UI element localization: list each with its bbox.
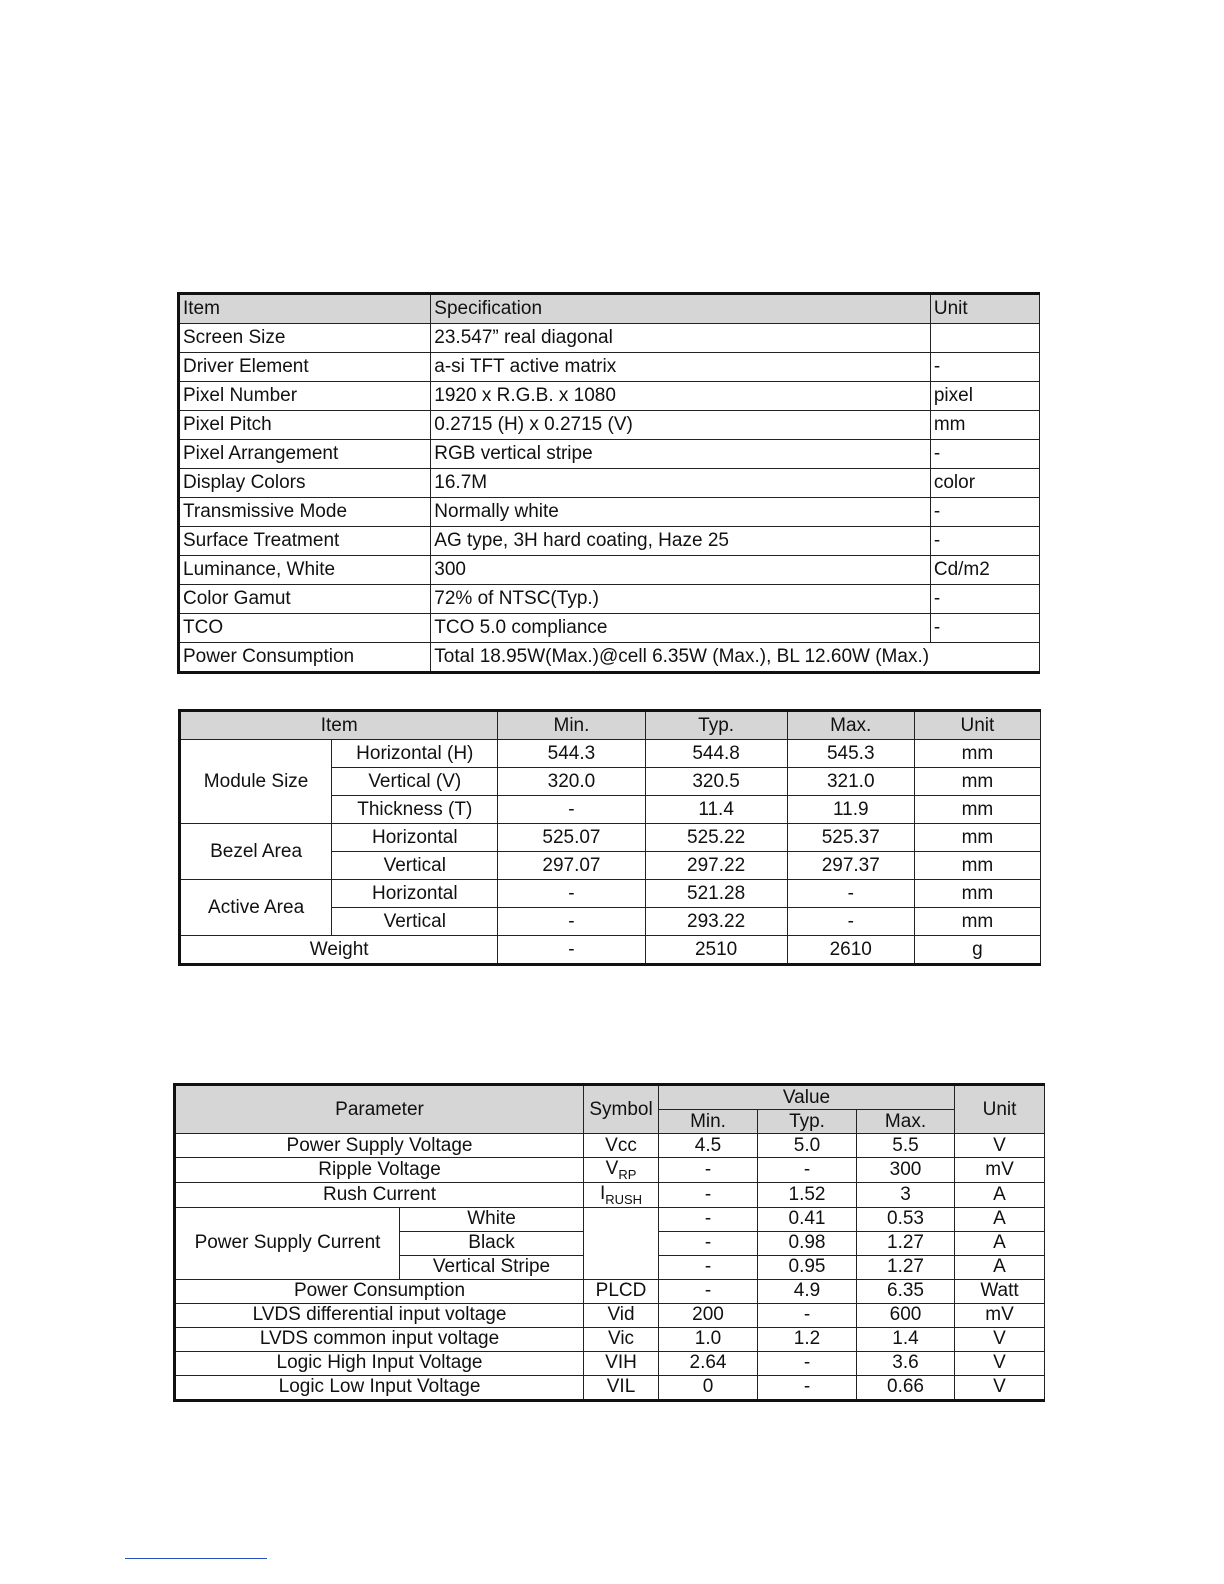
table-cell: 525.37 [787, 824, 914, 852]
table-cell: 1.52 [758, 1182, 857, 1207]
table-cell: 545.3 [787, 740, 914, 768]
table-cell: 6.35 [857, 1279, 955, 1303]
table-cell: 5.0 [758, 1134, 857, 1158]
table-cell [584, 1182, 659, 1207]
table-cell: 11.9 [787, 796, 914, 824]
table-row [180, 824, 1041, 852]
column-header: Min. [659, 1110, 758, 1134]
table-cell: 0.41 [758, 1207, 857, 1231]
table-cell: 297.07 [498, 852, 645, 880]
table-cell: - [498, 880, 645, 908]
table-cell: - [498, 936, 645, 965]
table-cell: 0.98 [758, 1231, 857, 1255]
table-cell: TCO 5.0 compliance [431, 614, 931, 643]
table-row [179, 643, 1040, 673]
table-cell: Power Consumption [175, 1279, 584, 1303]
table-row [179, 527, 1040, 556]
column-header: Item [180, 711, 498, 740]
table-row [175, 1158, 1045, 1183]
column-header: Item [179, 294, 431, 324]
symbol-text: Vcc [605, 1134, 637, 1156]
table-cell: 297.22 [645, 852, 787, 880]
table-cell: - [930, 527, 1039, 556]
table-cell: Ripple Voltage [175, 1158, 584, 1183]
table-row [179, 614, 1040, 643]
table-cell: LVDS differential input voltage [175, 1303, 584, 1327]
table-cell: 0.66 [857, 1375, 955, 1400]
table-row [180, 740, 1041, 768]
table-cell: g [914, 936, 1040, 965]
column-header: Max. [857, 1110, 955, 1134]
column-header: Typ. [645, 711, 787, 740]
column-header: Unit [930, 294, 1039, 324]
table-cell: 2610 [787, 936, 914, 965]
table-cell: 297.37 [787, 852, 914, 880]
general-spec-table [177, 292, 1040, 674]
table-cell: V [955, 1327, 1045, 1351]
table-cell: pixel [930, 382, 1039, 411]
table-cell: mm [914, 824, 1040, 852]
table-cell: - [659, 1158, 758, 1183]
table-cell: mm [914, 740, 1040, 768]
table-row [175, 1303, 1045, 1327]
table-cell: 11.4 [645, 796, 787, 824]
table-cell: 0.95 [758, 1255, 857, 1279]
table-cell: AG type, 3H hard coating, Haze 25 [431, 527, 931, 556]
table-cell: Horizontal [332, 880, 498, 908]
table-cell: 2.64 [659, 1351, 758, 1375]
table-cell: a-si TFT active matrix [431, 353, 931, 382]
table-cell: 0.2715 (H) x 0.2715 (V) [431, 411, 931, 440]
table-cell: Logic High Input Voltage [175, 1351, 584, 1375]
column-header: Parameter [175, 1085, 584, 1134]
table-cell: - [758, 1158, 857, 1183]
table-cell: Logic Low Input Voltage [175, 1375, 584, 1400]
table-row [175, 1207, 1045, 1231]
table-cell: 4.9 [758, 1279, 857, 1303]
table-cell: 1.0 [659, 1327, 758, 1351]
table-cell: 3.6 [857, 1351, 955, 1375]
table-row [179, 382, 1040, 411]
table-cell: A [955, 1207, 1045, 1231]
table-cell: 0 [659, 1375, 758, 1400]
table-row [175, 1351, 1045, 1375]
table-cell: 320.0 [498, 768, 645, 796]
table-cell: Vertical (V) [332, 768, 498, 796]
table-cell: Thickness (T) [332, 796, 498, 824]
table-cell: Horizontal [332, 824, 498, 852]
table-cell: Surface Treatment [179, 527, 431, 556]
table-cell: 1.2 [758, 1327, 857, 1351]
footnote-divider [125, 1558, 267, 1559]
group-label: Power Supply Current [175, 1207, 400, 1279]
table-cell: 1920 x R.G.B. x 1080 [431, 382, 931, 411]
table-cell: - [930, 440, 1039, 469]
table-header-row [175, 1085, 1045, 1110]
group-label: Active Area [180, 880, 332, 936]
table-cell: - [787, 880, 914, 908]
table-cell: Watt [955, 1279, 1045, 1303]
table-cell: 3 [857, 1182, 955, 1207]
table-cell [930, 324, 1039, 353]
table-cell: VIL [584, 1375, 659, 1400]
table-cell: Power Consumption [179, 643, 431, 673]
table-cell: Transmissive Mode [179, 498, 431, 527]
table-cell: - [930, 498, 1039, 527]
table-cell: Cd/m2 [930, 556, 1039, 585]
table-cell: Screen Size [179, 324, 431, 353]
table-cell: 1.27 [857, 1231, 955, 1255]
table-cell: mm [914, 852, 1040, 880]
table-cell: Normally white [431, 498, 931, 527]
table-cell: 23.547” real diagonal [431, 324, 931, 353]
table-cell: mV [955, 1303, 1045, 1327]
table-cell: 1.4 [857, 1327, 955, 1351]
table-cell: - [659, 1231, 758, 1255]
table-row [179, 556, 1040, 585]
symbol-text: V [605, 1158, 619, 1179]
table-cell: mm [914, 796, 1040, 824]
table-cell [584, 1134, 659, 1158]
electrical-spec-table [173, 1083, 1045, 1402]
table-row [179, 411, 1040, 440]
column-header: Typ. [758, 1110, 857, 1134]
table-cell: 16.7M [431, 469, 931, 498]
table-row [179, 324, 1040, 353]
table-cell: Weight [180, 936, 498, 965]
table-cell: 525.22 [645, 824, 787, 852]
column-header: Min. [498, 711, 645, 740]
table-cell: 544.3 [498, 740, 645, 768]
table-cell: Black [400, 1231, 584, 1255]
column-header: Unit [955, 1085, 1045, 1134]
symbol-text: I [599, 1182, 606, 1204]
table-cell: 300 [431, 556, 931, 585]
table-cell: 5.5 [857, 1134, 955, 1158]
table-header-row [180, 711, 1041, 740]
symbol-subscript: RP [618, 1166, 637, 1182]
table-cell: mm [914, 880, 1040, 908]
table-row [179, 585, 1040, 614]
table-row [175, 1279, 1045, 1303]
group-label: Bezel Area [180, 824, 332, 880]
table-cell: - [659, 1207, 758, 1231]
table-cell: - [758, 1351, 857, 1375]
table-row [175, 1327, 1045, 1351]
column-header: Specification [431, 294, 931, 324]
mechanical-spec-table [178, 709, 1041, 966]
table-cell: V [955, 1351, 1045, 1375]
table-cell: Horizontal (H) [332, 740, 498, 768]
table-cell: Rush Current [175, 1182, 584, 1207]
table-row [180, 936, 1041, 965]
table-cell: VIH [584, 1351, 659, 1375]
table-cell [584, 1158, 659, 1183]
table-cell: White [400, 1207, 584, 1231]
table-cell: - [659, 1182, 758, 1207]
table-cell: 293.22 [645, 908, 787, 936]
table-cell: mm [914, 768, 1040, 796]
table-cell: mm [914, 908, 1040, 936]
table-cell: - [930, 353, 1039, 382]
table-cell: PLCD [584, 1279, 659, 1303]
table-cell: Vertical [332, 852, 498, 880]
table-cell: mm [930, 411, 1039, 440]
table-cell: 600 [857, 1303, 955, 1327]
table-cell: - [930, 585, 1039, 614]
table-cell: V [955, 1375, 1045, 1400]
table-cell: 72% of NTSC(Typ.) [431, 585, 931, 614]
table-cell: - [498, 796, 645, 824]
table-row [179, 440, 1040, 469]
table-cell: Color Gamut [179, 585, 431, 614]
table-cell: A [955, 1182, 1045, 1207]
table-row [179, 353, 1040, 382]
table-cell: 521.28 [645, 880, 787, 908]
table-cell: 300 [857, 1158, 955, 1183]
table-row [175, 1134, 1045, 1158]
table-cell: - [758, 1375, 857, 1400]
table-cell: V [955, 1134, 1045, 1158]
table-cell: Pixel Pitch [179, 411, 431, 440]
table-row [175, 1375, 1045, 1400]
group-label: Module Size [180, 740, 332, 824]
table-cell: Driver Element [179, 353, 431, 382]
table-cell: Display Colors [179, 469, 431, 498]
column-header: Unit [914, 711, 1040, 740]
table-row [175, 1182, 1045, 1207]
table-cell: 2510 [645, 936, 787, 965]
table-cell: - [930, 614, 1039, 643]
table-cell: 525.07 [498, 824, 645, 852]
table-cell: - [787, 908, 914, 936]
column-header: Value [659, 1085, 955, 1110]
table-cell: Luminance, White [179, 556, 431, 585]
table-cell: 4.5 [659, 1134, 758, 1158]
table-cell: 320.5 [645, 768, 787, 796]
table-cell: Pixel Arrangement [179, 440, 431, 469]
table-cell: LVDS common input voltage [175, 1327, 584, 1351]
table-cell: Power Supply Voltage [175, 1134, 584, 1158]
table-cell: mV [955, 1158, 1045, 1183]
table-cell: - [659, 1255, 758, 1279]
table-cell: 200 [659, 1303, 758, 1327]
table-cell: RGB vertical stripe [431, 440, 931, 469]
table-row [179, 498, 1040, 527]
table-cell: color [930, 469, 1039, 498]
table-row [179, 469, 1040, 498]
table-cell: Vertical Stripe [400, 1255, 584, 1279]
table-cell: Vertical [332, 908, 498, 936]
table-cell: 0.53 [857, 1207, 955, 1231]
table-row [180, 880, 1041, 908]
table-cell [584, 1207, 659, 1279]
table-cell: - [659, 1279, 758, 1303]
table-cell: - [498, 908, 645, 936]
column-header: Symbol [584, 1085, 659, 1134]
table-cell: 544.8 [645, 740, 787, 768]
column-header: Max. [787, 711, 914, 740]
table-cell: - [758, 1303, 857, 1327]
table-cell: Vic [584, 1327, 659, 1351]
table-cell: A [955, 1231, 1045, 1255]
table-cell: A [955, 1255, 1045, 1279]
table-cell: TCO [179, 614, 431, 643]
table-cell: Pixel Number [179, 382, 431, 411]
table-header-row [179, 294, 1040, 324]
table-cell: 1.27 [857, 1255, 955, 1279]
table-cell: Total 18.95W(Max.)@cell 6.35W (Max.), BL 12.60W (Max.) [431, 643, 1040, 673]
table-cell: Vid [584, 1303, 659, 1327]
symbol-subscript: RUSH [605, 1191, 643, 1207]
table-cell: 321.0 [787, 768, 914, 796]
